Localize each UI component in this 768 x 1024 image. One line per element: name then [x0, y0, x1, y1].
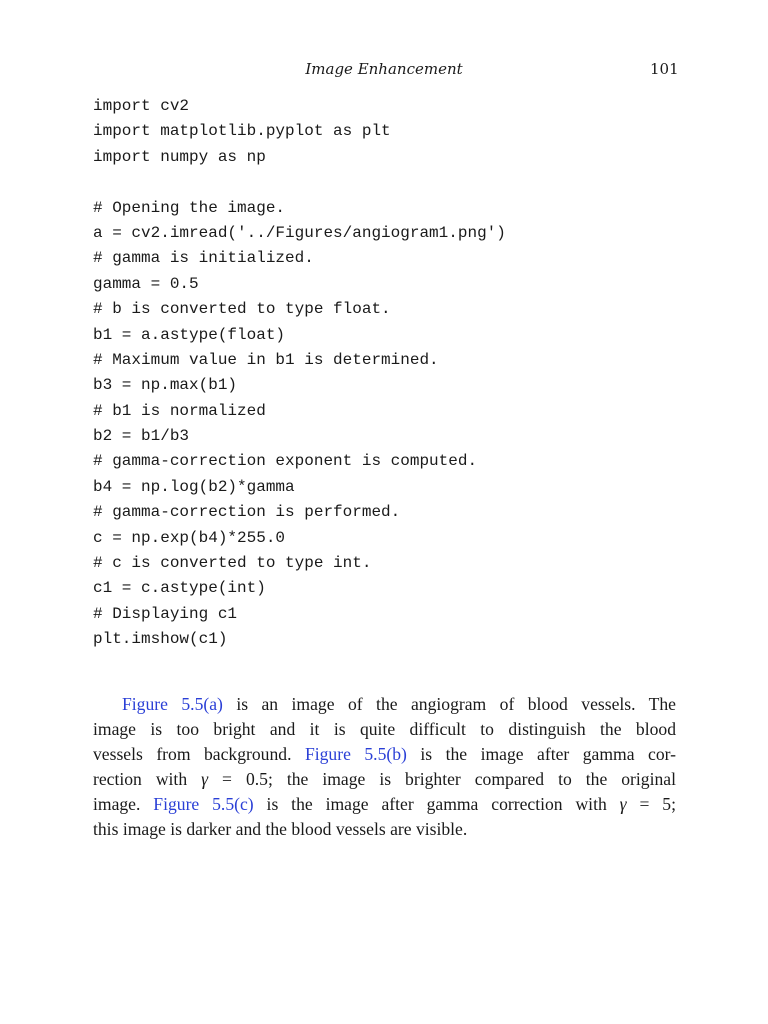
code-line: # gamma-correction is performed. [93, 503, 401, 522]
code-line: import cv2 [93, 97, 190, 115]
gamma-symbol: γ [619, 794, 627, 814]
code-line: # c is converted to type int. [93, 554, 372, 573]
code-line: b2 = b1/b3 [93, 427, 190, 446]
paragraph-line [93, 692, 676, 717]
page-number: 101 [650, 60, 679, 78]
paragraph-line [93, 742, 676, 767]
body-paragraph [93, 692, 676, 842]
paragraph-line [93, 767, 676, 792]
code-line: # Opening the image. [93, 198, 286, 217]
code-line: a = cv2.imread('../Figures/angiogram1.png') [93, 223, 506, 242]
code-line: c1 = c.astype(int) [93, 579, 266, 598]
running-header-title: Image Enhancement [305, 60, 463, 78]
code-line: import numpy as np [93, 147, 266, 166]
figure-5-5a-link[interactable]: Figure 5.5(a) [122, 694, 223, 714]
paragraph-text: is an image of the angiogram of blood vessels. The [222, 694, 676, 714]
paragraph-text: this image is darker and the blood vessels are visible. [93, 819, 468, 839]
paragraph-text: image. [93, 794, 154, 814]
code-line: import matplotlib.pyplot as plt [93, 122, 391, 141]
paragraph-text: = 5; [626, 794, 676, 814]
paragraph-text: image is too bright and it is quite difficult to distinguish the blood [93, 719, 676, 739]
code-line: # b is converted to type float. [93, 300, 391, 319]
code-line: # gamma is initialized. [93, 249, 314, 268]
code-line: b4 = np.log(b2)*gamma [93, 477, 295, 496]
paragraph-text: = 0.5; the image is brighter compared to the original [208, 769, 676, 789]
code-listing [93, 94, 693, 653]
code-line: gamma = 0.5 [93, 274, 199, 293]
paragraph-text: is the image after gamma cor- [406, 744, 676, 764]
code-line: # gamma-correction exponent is computed. [93, 452, 478, 471]
figure-5-5b-link[interactable]: Figure 5.5(b) [304, 744, 407, 764]
code-line: b3 = np.max(b1) [93, 376, 238, 395]
paragraph-text: vessels from background. [93, 744, 305, 764]
code-line: # Displaying c1 [93, 604, 238, 623]
paragraph-line [93, 817, 676, 842]
paragraph-text: is the image after gamma correction with [253, 794, 620, 814]
code-line: # Maximum value in b1 is determined. [93, 350, 439, 369]
code-line: # b1 is normalized [93, 401, 266, 420]
code-line: plt.imshow(c1) [93, 630, 228, 649]
code-line: c = np.exp(b4)*255.0 [93, 528, 286, 547]
paragraph-line [93, 717, 676, 742]
paragraph-line [93, 792, 676, 817]
code-line: b1 = a.astype(float) [93, 325, 286, 344]
gamma-symbol: γ [201, 769, 209, 789]
code-line [93, 170, 693, 195]
figure-5-5c-link[interactable]: Figure 5.5(c) [153, 794, 254, 814]
paragraph-text: rection with [93, 769, 202, 789]
